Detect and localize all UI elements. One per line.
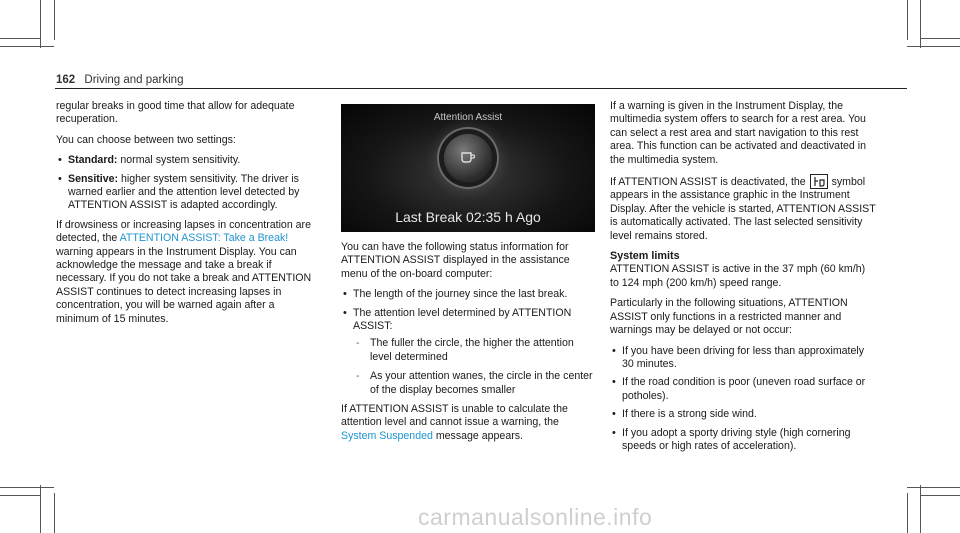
crop-mark <box>920 0 921 48</box>
list-item: • If you have been driving for less than approximately 30 minutes. <box>610 345 876 372</box>
crop-mark <box>0 46 54 47</box>
crop-mark <box>920 485 921 533</box>
text: message appears. <box>432 429 523 442</box>
status-info-list <box>341 288 595 397</box>
sub-list <box>353 337 595 397</box>
paragraph: You can choose between two settings: <box>56 133 236 146</box>
coffee-cup-icon <box>460 150 476 164</box>
sub-list-item: - As your attention wanes, the circle in the center of the display becomes smaller <box>353 370 595 397</box>
crop-mark <box>54 0 55 40</box>
text: The attention level determined by ATTENTION ASSIST: <box>353 306 572 333</box>
take-a-break-message-link[interactable]: ATTENTION ASSIST: Take a Break! <box>119 232 289 245</box>
column-right <box>610 100 876 459</box>
crop-mark <box>907 0 908 40</box>
crop-mark <box>907 487 960 488</box>
settings-list <box>56 154 318 213</box>
instrument-display-image <box>341 104 595 232</box>
text: warning appears in the Instrument Display. You can acknowledge the message and take a break if necessary. If you do not take a break and ATTENTION ASSIST continues to detect increasing lapses in concentration, you will be warned again after a minimum of 15 minutes. <box>56 245 312 325</box>
text: If ATTENTION ASSIST is deactivated, the <box>610 176 809 189</box>
list-item: • If there is a strong side wind. <box>610 408 876 421</box>
crop-mark <box>40 485 41 533</box>
crop-mark <box>40 0 41 48</box>
section-heading: System limits <box>610 250 680 263</box>
sub-list-item: - The fuller the circle, the higher the attention level determined <box>353 337 595 364</box>
section-title: Driving and parking <box>84 74 184 86</box>
term-description: normal system sensitivity. <box>117 154 241 167</box>
page-number: 162 <box>56 74 76 86</box>
crop-mark <box>920 38 960 39</box>
crop-mark <box>907 46 960 47</box>
paragraph <box>341 403 595 443</box>
system-suspended-message-link[interactable]: System Suspended <box>341 429 433 442</box>
crop-mark <box>0 495 40 496</box>
list-item <box>56 173 318 213</box>
limits-list <box>610 345 876 454</box>
paragraph: Particularly in the following situations, ATTENTION ASSIST only functions in a restricted manner and warnings may be delayed or not occur: <box>610 297 848 337</box>
paragraph <box>610 174 876 243</box>
paragraph <box>56 219 318 326</box>
attention-level-dial <box>444 134 492 182</box>
paragraph: If a warning is given in the Instrument Display, the multimedia system offers to search for a rest area. You can select a rest area and start navigation to this rest area. This function can be activated and deactivated in the multimedia system. <box>610 100 866 166</box>
crop-mark <box>907 493 908 533</box>
attention-assist-off-icon <box>810 174 828 189</box>
text: If drowsiness or increasing lapses in concentration are detected, the <box>56 218 311 245</box>
crop-mark <box>920 495 960 496</box>
crop-mark <box>0 487 54 488</box>
term-sensitive: Sensitive: <box>68 172 119 185</box>
crop-mark <box>54 493 55 533</box>
text: If ATTENTION ASSIST is unable to calculate the attention level and cannot issue a warning, the <box>341 403 568 429</box>
paragraph: ATTENTION ASSIST is active in the 37 mph (60 km/h) to 124 mph (200 km/h) speed range. <box>610 263 866 289</box>
list-item: • If the road condition is poor (uneven road surface or potholes). <box>610 376 876 403</box>
header-divider <box>55 88 907 89</box>
column-middle <box>341 104 595 450</box>
crop-mark <box>0 38 40 39</box>
page-header <box>56 74 183 86</box>
screen-title: Attention Assist <box>433 112 503 123</box>
list-item: • The length of the journey since the last break. <box>341 288 595 301</box>
last-break-readout: Last Break 02:35 h Ago <box>395 208 541 225</box>
list-item <box>56 154 318 167</box>
list-item: • If you adopt a sporty driving style (high cornering speeds or high rates of acceleration). <box>610 427 876 454</box>
list-item <box>341 307 595 397</box>
column-left <box>56 100 318 333</box>
paragraph: regular breaks in good time that allow for adequate recuperation. <box>56 100 295 126</box>
paragraph: You can have the following status information for ATTENTION ASSIST displayed in the assistance menu of the on-board computer: <box>341 241 570 280</box>
watermark: carmanualsonline.info <box>418 504 653 530</box>
text: symbol appears in the assistance graphic in the Instrument Display. After the vehicle is started, ATTENTION ASSIST is automatically activated. The last selected sensitivity level remains stored. <box>610 176 876 242</box>
term-description: higher system sensitivity. The driver is warned earlier and the attention level detected by ATTENTION ASSIST is adapted accordingly. <box>68 172 300 212</box>
term-standard: Standard: <box>68 154 118 167</box>
